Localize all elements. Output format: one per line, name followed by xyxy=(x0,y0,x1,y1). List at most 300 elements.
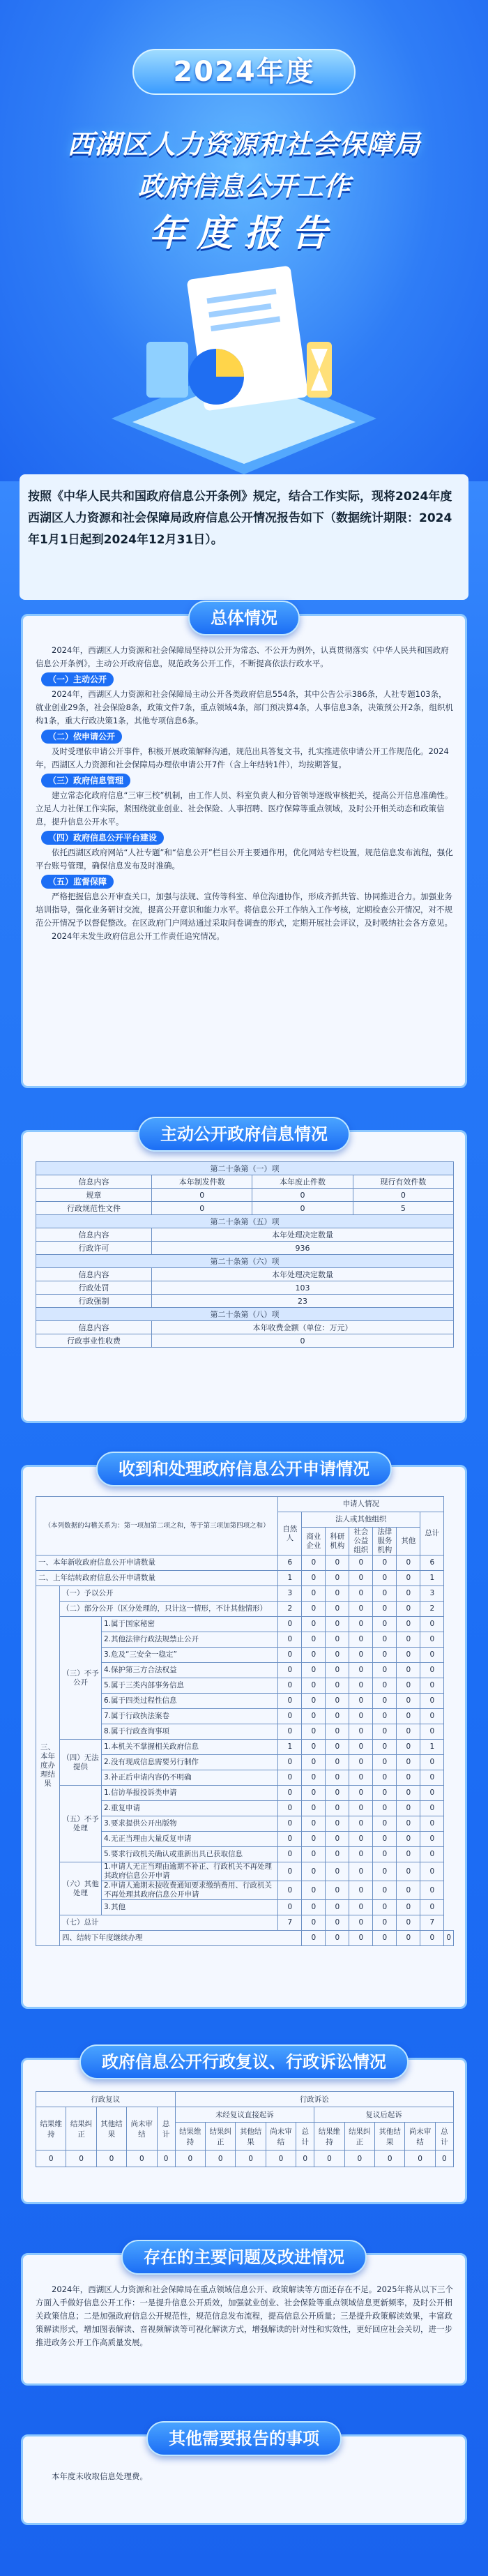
cell: 0 xyxy=(373,1801,397,1816)
column-header: 其他结果 xyxy=(236,2123,266,2151)
cell: 0 xyxy=(296,2151,314,2167)
cell: 0 xyxy=(420,1632,444,1648)
table-row xyxy=(36,1571,454,1586)
cell: 0 xyxy=(397,1801,420,1816)
cell: 0 xyxy=(302,1709,326,1724)
row-label: 4.保护第三方合法权益 xyxy=(102,1663,278,1678)
cell: 0 xyxy=(349,1862,373,1881)
cell: 0 xyxy=(373,1556,397,1571)
paragraph: 2024年未发生政府信息公开工作责任追究情况。 xyxy=(52,931,224,941)
cell: 0 xyxy=(252,1189,353,1202)
cell: 0 xyxy=(420,1694,444,1709)
cell: 3 xyxy=(420,1586,444,1602)
cell: 0 xyxy=(397,1816,420,1832)
row-label: 2.重复申请 xyxy=(102,1801,278,1816)
cell: 0 xyxy=(302,1586,326,1602)
cell: 0 xyxy=(420,1709,444,1724)
cell: 0 xyxy=(373,1786,397,1801)
cell: 0 xyxy=(349,1786,373,1801)
cell: 0 xyxy=(420,1881,444,1900)
cell: 0 xyxy=(278,1617,302,1632)
column-header: 结果维持 xyxy=(36,2107,66,2151)
cell: 0 xyxy=(152,1189,252,1202)
column-header: 法人或其他组织 xyxy=(302,1512,420,1528)
cell: 0 xyxy=(349,1724,373,1740)
cell: 0 xyxy=(397,1556,420,1571)
column-header: 尚未审结 xyxy=(127,2107,157,2151)
column-header: 结果纠正 xyxy=(66,2107,96,2151)
paragraph: 2024年，西湖区人力资源和社会保障局在重点领域信息公开、政策解读等方面还存在不足。2025年将从以下三个方面入手做好信息公开工作：一是提升信息公开质效，加强就业创业、社会保险等重点领域信息更新频率，及时公开相关政策信息；二是加强政府信息公开规范性，规范信息发布流程，提高信息公开质量；三是提升政策解读效果，丰富政策解读形式，增加图表解读、音视频解读等可视化解读方式，增强解读的针对性和实效性，更好回应社会关切，进一步推进政务公开工作高质量发展。 xyxy=(36,2284,454,2347)
row-label: 2.其他法律行政法规禁止公开 xyxy=(102,1632,278,1648)
cell: 0 xyxy=(373,1617,397,1632)
cell: 0 xyxy=(397,1648,420,1663)
column-header: 信息内容 xyxy=(36,1268,152,1281)
column-header: 未经复议直接起诉 xyxy=(175,2107,314,2123)
cell: 0 xyxy=(373,1816,397,1832)
review-litigation-card xyxy=(21,2052,467,2204)
cell: 0 xyxy=(278,1663,302,1678)
cell: 0 xyxy=(302,1755,326,1770)
cell: 行政事业性收费 xyxy=(36,1334,152,1348)
cell: 0 xyxy=(373,1632,397,1648)
cell: 0 xyxy=(349,1556,373,1571)
cell: 0 xyxy=(278,1862,302,1881)
row-group: （四）无法提供 xyxy=(60,1740,102,1786)
column-header: 法律服务机构 xyxy=(373,1528,397,1556)
cell: 0 xyxy=(349,1915,373,1931)
column-header: 尚未审结 xyxy=(266,2123,296,2151)
cell: 0 xyxy=(278,1632,302,1648)
cell: 0 xyxy=(278,1881,302,1900)
cell: 0 xyxy=(349,1770,373,1786)
cell: 0 xyxy=(326,1694,349,1709)
cell: 1 xyxy=(278,1571,302,1586)
cell: 0 xyxy=(302,1678,326,1694)
cell: 0 xyxy=(349,1586,373,1602)
paragraph: 2024年，西湖区人力资源和社会保障局坚持以公开为常态、不公开为例外，认真贯彻落实《中华人民共和国政府信息公开条例》，主动公开政府信息，规范政务公开工作，不断提高依法行政水平。 xyxy=(36,645,449,668)
row-group: （三）不予公开 xyxy=(60,1617,102,1740)
cell: 0 xyxy=(397,1709,420,1724)
cell: 0 xyxy=(420,1847,444,1862)
table-section-header: 第二十条第（一）项 xyxy=(36,1162,454,1175)
column-header: 信息内容 xyxy=(36,1321,152,1334)
cell: 0 xyxy=(397,1881,420,1900)
cell: 0 xyxy=(326,1556,349,1571)
row-label: 5.属于三类内部事务信息 xyxy=(102,1678,278,1694)
cell: 0 xyxy=(349,1632,373,1648)
cell: 0 xyxy=(397,1632,420,1648)
cell: 行政许可 xyxy=(36,1242,152,1255)
cell: 0 xyxy=(302,1602,326,1617)
cell: 936 xyxy=(152,1242,454,1255)
cell: 0 xyxy=(278,1832,302,1847)
cell: 23 xyxy=(152,1295,454,1308)
cell: 0 xyxy=(326,1617,349,1632)
cell: 0 xyxy=(373,1724,397,1740)
cell: 0 xyxy=(326,1755,349,1770)
cell: 0 xyxy=(420,1862,444,1881)
cell: 0 xyxy=(326,1663,349,1678)
cell: 0 xyxy=(373,1648,397,1663)
cell: 0 xyxy=(302,1617,326,1632)
cell: 0 xyxy=(397,1915,420,1931)
cell: 0 xyxy=(373,1709,397,1724)
issues-card xyxy=(21,2247,467,2386)
column-header: 总计 xyxy=(157,2107,175,2151)
cell: 0 xyxy=(397,1694,420,1709)
cell: 0 xyxy=(278,1678,302,1694)
cell: 0 xyxy=(302,1663,326,1678)
cell: 1 xyxy=(420,1740,444,1755)
column-header: 行政诉讼 xyxy=(175,2092,453,2107)
cell: 0 xyxy=(152,1202,252,1215)
cell: 0 xyxy=(326,1801,349,1816)
other-matters-card xyxy=(21,2429,467,2525)
cell: 0 xyxy=(420,1832,444,1847)
table-row xyxy=(36,1915,454,1931)
cell: 0 xyxy=(302,1770,326,1786)
cell: 0 xyxy=(373,1900,397,1915)
row-group: 三、本年度办理结果 xyxy=(36,1586,60,1946)
cell: 0 xyxy=(375,2151,405,2167)
table-row xyxy=(36,1740,454,1755)
cell: 0 xyxy=(326,1648,349,1663)
row-label: 8.属于行政查询事项 xyxy=(102,1724,278,1740)
column-header: 总计 xyxy=(435,2123,453,2151)
report-heading: 年度报告 xyxy=(148,213,339,255)
column-header: 结果纠正 xyxy=(344,2123,374,2151)
row-label: 5.要求行政机关确认或重新出具已获取信息 xyxy=(102,1847,278,1862)
cell: 0 xyxy=(397,1786,420,1801)
cell: 0 xyxy=(420,1770,444,1786)
active-disclosure-card xyxy=(21,1124,467,1423)
cell: 0 xyxy=(252,1202,353,1215)
cell: 0 xyxy=(373,1740,397,1755)
paragraph: 2024年，西湖区人力资源和社会保障局主动公开各类政府信息554条，其中公告公示386条，人社专题103条，就业创业29条，社会保险8条，政策文件7条，重点领域4条，部门预决算4条，人事信息3条，决策预公开2条，组织机构1条，重大行政决策1条，其他专项信息6条。 xyxy=(36,689,454,725)
row-label: （一）予以公开 xyxy=(60,1586,278,1602)
row-label: 3.要求提供公开出版物 xyxy=(102,1816,278,1832)
cell: 0 xyxy=(326,1632,349,1648)
cell: 0 xyxy=(420,1663,444,1678)
cell: 5 xyxy=(353,1202,453,1215)
cell: 0 xyxy=(373,1862,397,1881)
column-header: 本年制发件数 xyxy=(152,1175,252,1189)
column-header: 结果维持 xyxy=(314,2123,344,2151)
cell: 0 xyxy=(349,1602,373,1617)
table-row xyxy=(36,1617,454,1632)
cell: 0 xyxy=(397,1847,420,1862)
cell: 0 xyxy=(302,1832,326,1847)
active-disclosure-table xyxy=(36,1161,454,1348)
table-row xyxy=(36,2151,454,2167)
cell: 0 xyxy=(420,1678,444,1694)
cell: 0 xyxy=(349,1832,373,1847)
table-row xyxy=(36,1556,454,1571)
cell: 0 xyxy=(397,1862,420,1881)
cell: 0 xyxy=(397,1678,420,1694)
subsection-label: （五）监督保障 xyxy=(41,875,114,889)
cell: 0 xyxy=(326,1786,349,1801)
cell: 0 xyxy=(420,1900,444,1915)
cell: 0 xyxy=(326,1915,349,1931)
review-table xyxy=(36,2091,454,2167)
column-header: 信息内容 xyxy=(36,1228,152,1242)
row-label: 3.补正后申请内容仍不明确 xyxy=(102,1770,278,1786)
cell: 0 xyxy=(349,1709,373,1724)
column-header: 现行有效件数 xyxy=(353,1175,453,1189)
cell: 0 xyxy=(349,1931,373,1946)
section-title: 其他需要报告的事项 xyxy=(146,2421,342,2456)
cell: 0 xyxy=(326,1709,349,1724)
cell: 0 xyxy=(302,1632,326,1648)
cell: 0 xyxy=(373,1915,397,1931)
section-title: 主动公开政府信息情况 xyxy=(138,1117,350,1152)
cell: 0 xyxy=(420,1786,444,1801)
cell: 0 xyxy=(373,1602,397,1617)
cell: 0 xyxy=(353,1189,453,1202)
overview-card xyxy=(21,608,467,1088)
column-header: 其他 xyxy=(397,1528,420,1556)
column-header: 科研机构 xyxy=(326,1528,349,1556)
cell: 行政处罚 xyxy=(36,1281,152,1295)
cell: 6 xyxy=(278,1556,302,1571)
cell: 0 xyxy=(373,1847,397,1862)
cell: 0 xyxy=(349,1755,373,1770)
cell: 0 xyxy=(152,1334,454,1348)
cell: 0 xyxy=(349,1571,373,1586)
cell: 0 xyxy=(326,1678,349,1694)
cell: 0 xyxy=(278,1816,302,1832)
row-group: （五）不予处理 xyxy=(60,1786,102,1862)
column-header: 本年处理决定数量 xyxy=(152,1268,454,1281)
hero-banner xyxy=(0,0,488,481)
cell: 0 xyxy=(373,1694,397,1709)
cell: 0 xyxy=(326,1881,349,1900)
cell: 0 xyxy=(302,1648,326,1663)
paragraph: 严格把握信息公开审查关口，加强与法规、宣传等科室、单位沟通协作，形成齐抓共管、协同推进合力。加强业务培训指导，强化业务研讨交流，提高公开意识和能力水平。将信息公开工作纳入工作考核，定期检查公开情况，对不规范公开情况予以督促整改。在区政府门户网站通过采取问卷调查的形式，定期开展社会评议，及时吸纳社会各方意见。 xyxy=(36,891,452,928)
cell: 0 xyxy=(373,1663,397,1678)
subsection-label: （三）政府信息管理 xyxy=(41,774,130,788)
cell: 0 xyxy=(349,1816,373,1832)
column-header: 尚未审结 xyxy=(405,2123,435,2151)
cell: 0 xyxy=(349,1740,373,1755)
cell: 0 xyxy=(444,1931,454,1946)
section-title: 总体情况 xyxy=(188,601,300,635)
row-label: 2.申请人逾期未按收费通知要求缴纳费用、行政机关不再处理其政府信息公开申请 xyxy=(102,1881,278,1900)
cell: 0 xyxy=(278,1900,302,1915)
subsection-label: （四）政府信息公开平台建设 xyxy=(41,831,164,845)
cell: 0 xyxy=(397,1755,420,1770)
overview-body xyxy=(36,644,454,943)
table-row xyxy=(36,1586,454,1602)
cell: 0 xyxy=(302,1786,326,1801)
cell: 0 xyxy=(302,1556,326,1571)
cell: 0 xyxy=(349,1694,373,1709)
cell: 0 xyxy=(349,1847,373,1862)
cell: 0 xyxy=(405,2151,435,2167)
paragraph: 及时受理依申请公开事件，积极开展政策解释沟通，规范出具答复文书，扎实推进依申请公开工作规范化。2024年，西湖区人力资源和社会保障局办理依申请公开7件（含上年结转1件），均按期答复。 xyxy=(36,746,449,769)
cell: 0 xyxy=(326,1740,349,1755)
cell: 0 xyxy=(397,1571,420,1586)
cell: 0 xyxy=(420,1931,444,1946)
cell: 0 xyxy=(397,1832,420,1847)
row-label: 2.没有现成信息需要另行制作 xyxy=(102,1755,278,1770)
row-label: 7.属于行政执法案卷 xyxy=(102,1709,278,1724)
column-header: 结果维持 xyxy=(175,2123,205,2151)
cell: 1 xyxy=(420,1571,444,1586)
column-header: 本年收费金额（单位：万元） xyxy=(152,1321,454,1334)
cell: 0 xyxy=(302,1816,326,1832)
cell: 0 xyxy=(302,1862,326,1881)
cell: 0 xyxy=(302,1571,326,1586)
cell: 0 xyxy=(127,2151,157,2167)
cell: 0 xyxy=(278,1694,302,1709)
cell: 0 xyxy=(302,1931,326,1946)
cell: 0 xyxy=(278,1709,302,1724)
cell: 7 xyxy=(420,1915,444,1931)
cell: 0 xyxy=(397,1770,420,1786)
cell: 0 xyxy=(420,1648,444,1663)
cell: 0 xyxy=(266,2151,296,2167)
cell: 0 xyxy=(420,1755,444,1770)
year-badge: 2024年度 xyxy=(132,49,356,95)
cell: 0 xyxy=(326,1602,349,1617)
cell: 0 xyxy=(397,1931,420,1946)
row-label: 一、本年新收政府信息公开申请数量 xyxy=(36,1556,278,1571)
cell: 2 xyxy=(420,1602,444,1617)
cell: 0 xyxy=(349,1801,373,1816)
cell: 0 xyxy=(349,1648,373,1663)
subsection-label: （二）依申请公开 xyxy=(41,730,122,744)
cell: 0 xyxy=(326,1832,349,1847)
cell: 0 xyxy=(326,1816,349,1832)
cell: 0 xyxy=(326,1862,349,1881)
cell: 0 xyxy=(236,2151,266,2167)
column-header: 本年废止件数 xyxy=(252,1175,353,1189)
cell: 0 xyxy=(302,1881,326,1900)
row-label: 1.信访举报投诉类申请 xyxy=(102,1786,278,1801)
table-row xyxy=(36,1295,454,1308)
row-label: 1.申请人无正当理由逾期不补正、行政机关不再处理其政府信息公开申请 xyxy=(102,1862,278,1881)
column-header: 总计 xyxy=(420,1512,444,1556)
column-header: 本年处理决定数量 xyxy=(152,1228,454,1242)
cell: 0 xyxy=(373,1770,397,1786)
column-header: 申请人情况 xyxy=(278,1497,444,1512)
cell: 0 xyxy=(302,1847,326,1862)
cell: 0 xyxy=(302,1694,326,1709)
section-title: 收到和处理政府信息公开申请情况 xyxy=(96,1452,392,1486)
table-row xyxy=(36,1189,454,1202)
cell: 0 xyxy=(278,1770,302,1786)
table-row xyxy=(36,1931,454,1946)
row-label: （七）总计 xyxy=(60,1915,278,1931)
cell: 0 xyxy=(278,1755,302,1770)
cell: 0 xyxy=(278,1847,302,1862)
cell: 0 xyxy=(349,1881,373,1900)
column-header: 总计 xyxy=(296,2123,314,2151)
table-section-header: 第二十条第（六）项 xyxy=(36,1255,454,1268)
row-label: 1.本机关不掌握相关政府信息 xyxy=(102,1740,278,1755)
column-header: 结果纠正 xyxy=(206,2123,236,2151)
table-row xyxy=(36,1786,454,1801)
cell: 0 xyxy=(420,1617,444,1632)
agency-title: 西湖区人力资源和社会保障局 xyxy=(67,129,421,160)
cell: 0 xyxy=(420,1801,444,1816)
cell: 行政规范性文件 xyxy=(36,1202,152,1215)
cell: 0 xyxy=(36,2151,66,2167)
column-header: 自然人 xyxy=(278,1512,302,1556)
cell: 0 xyxy=(326,1847,349,1862)
cell: 0 xyxy=(373,1571,397,1586)
cell: 0 xyxy=(278,1648,302,1663)
report-subtitle: 政府信息公开工作 xyxy=(137,171,350,202)
cell: 0 xyxy=(420,1724,444,1740)
cell: 0 xyxy=(326,1770,349,1786)
intro-text: 按照《中华人民共和国政府信息公开条例》规定，结合工作实际，现将2024年度西湖区人力资源和社会保障局政府信息公开情况报告如下（数据统计期限：2024年1月1日起到2024年12月31日）。 xyxy=(28,490,452,547)
cell: 0 xyxy=(397,1586,420,1602)
cell: 0 xyxy=(435,2151,453,2167)
cell: 0 xyxy=(278,1801,302,1816)
paragraph: 依托西湖区政府网站“人社专题”和“信息公开”栏目公开主要通作用，优化网站专栏设置，规范信息发布流程，强化平台账号管理，确保信息发布及时准确。 xyxy=(36,848,453,871)
cell: 0 xyxy=(302,1724,326,1740)
cell: 7 xyxy=(278,1915,302,1931)
cell: 103 xyxy=(152,1281,454,1295)
cell: 0 xyxy=(278,1786,302,1801)
cell: 0 xyxy=(157,2151,175,2167)
cell: 0 xyxy=(66,2151,96,2167)
cell: 0 xyxy=(373,1931,397,1946)
cell: 0 xyxy=(302,1740,326,1755)
table-row xyxy=(36,1334,454,1348)
cell: 0 xyxy=(302,1915,326,1931)
cell: 0 xyxy=(373,1678,397,1694)
row-label: 3.其他 xyxy=(102,1900,278,1915)
table-row xyxy=(36,1602,454,1617)
cell: 规章 xyxy=(36,1189,152,1202)
table-row xyxy=(36,1862,454,1881)
cell: 0 xyxy=(175,2151,205,2167)
cell: 0 xyxy=(349,1617,373,1632)
cell: 0 xyxy=(206,2151,236,2167)
cell: 0 xyxy=(397,1740,420,1755)
cell: 0 xyxy=(344,2151,374,2167)
cell: 0 xyxy=(302,1900,326,1915)
subsection-label: （一）主动公开 xyxy=(41,672,114,686)
column-header: 其他结果 xyxy=(375,2123,405,2151)
cell: 2 xyxy=(278,1602,302,1617)
row-group: （六）其他处理 xyxy=(60,1862,102,1915)
table-row xyxy=(36,1202,454,1215)
column-header: 信息内容 xyxy=(36,1175,152,1189)
section-title: 存在的主要问题及改进情况 xyxy=(121,2240,367,2275)
table-note: （本列数据的勾稽关系为：第一项加第二项之和，等于第三项加第四项之和） xyxy=(36,1497,278,1556)
cell: 0 xyxy=(397,1900,420,1915)
cell: 0 xyxy=(326,1900,349,1915)
cell: 0 xyxy=(96,2151,126,2167)
table-section-header: 第二十条第（五）项 xyxy=(36,1215,454,1228)
cell: 0 xyxy=(349,1900,373,1915)
row-label: 4.无正当理由大量反复申请 xyxy=(102,1832,278,1847)
section-title: 政府信息公开行政复议、行政诉讼情况 xyxy=(79,2044,409,2079)
column-header: 其他结果 xyxy=(96,2107,126,2151)
cell: 1 xyxy=(278,1740,302,1755)
applications-card xyxy=(21,1459,467,2009)
paragraph: 本年度未收取信息处理费。 xyxy=(52,2471,148,2481)
cell: 0 xyxy=(397,1617,420,1632)
table-row xyxy=(36,1281,454,1295)
document-illustration-icon xyxy=(98,258,390,481)
cell: 3 xyxy=(278,1586,302,1602)
